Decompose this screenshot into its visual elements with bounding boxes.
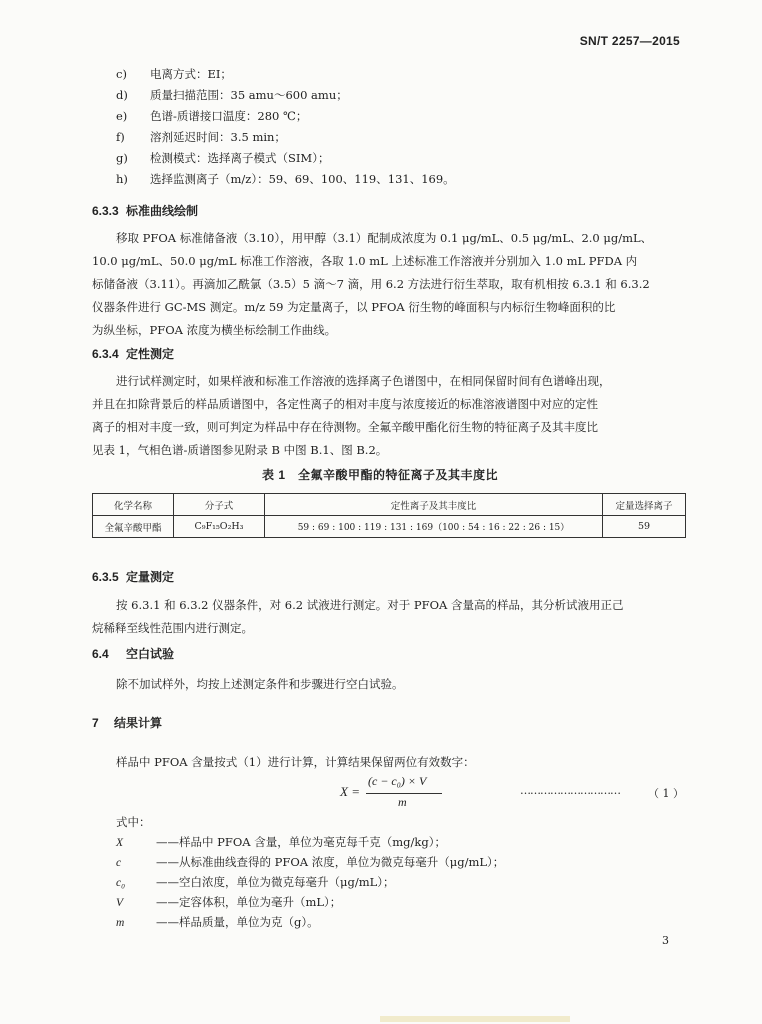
list-item (116, 148, 329, 168)
symbol-text: ——样品中 PFOA 含量，单位为毫克每千克（mg/kg）； (156, 835, 446, 849)
list-item-text: 质量扫描范围：35 amu～600 amu； (150, 88, 348, 102)
list-item-label: d) (116, 88, 128, 102)
symbol-definition (116, 912, 319, 933)
section-title: 结果计算 (114, 716, 163, 730)
list-item (116, 64, 232, 84)
list-item-label: h) (116, 172, 128, 186)
paragraph-line: 按 6.3.1 和 6.3.2 仪器条件，对 6.2 试液进行测定。对于 PFOA 含量高的样品，其分析试液用正己 (116, 598, 624, 612)
list-item (116, 85, 348, 105)
page-number: 3 (662, 934, 669, 947)
section-number: 7 (92, 716, 99, 730)
paragraph-line: 10.0 μg/mL、50.0 μg/mL 标准工作溶液，各取 1.0 mL 上述标准工作溶液并分别加入 1.0 mL PFDA 内 (92, 254, 638, 268)
section-title: 定性测定 (126, 347, 175, 361)
formula-lhs: X = (340, 784, 360, 799)
paragraph-line: 烷稀释至线性范围内进行测定。 (92, 621, 253, 635)
paragraph-line: 仪器条件进行 GC-MS 测定。m/z 59 为定量离子，以 PFOA 衍生物的峰面积与内标衍生物峰面积的比 (92, 300, 616, 314)
list-item-text: 检测模式：选择离子模式（SIM）； (150, 151, 330, 165)
section-title: 标准曲线绘制 (126, 204, 199, 218)
formula-denominator: m (398, 795, 407, 809)
list-item (116, 106, 307, 126)
symbol: X (116, 837, 124, 849)
symbol-definition (116, 852, 504, 873)
paragraph-line: 进行试样测定时，如果样液和标准工作溶液的选择离子色谱图中，在相同保留时间有色谱峰出现， (116, 374, 611, 388)
list-item (116, 127, 286, 147)
standard-code: SN/T 2257—2015 (579, 34, 680, 48)
list-item-label: f) (116, 130, 125, 144)
table-caption: 表 1 全氟辛酸甲酯的特征离子及其丰度比 (262, 468, 499, 482)
list-item-label: e) (116, 109, 128, 123)
section-heading-6-3-3 (92, 202, 198, 219)
symbol-text: ——空白浓度，单位为微克每毫升（μg/mL）； (156, 875, 395, 889)
symbol: m (116, 917, 125, 929)
symbol: c (116, 857, 122, 869)
list-item-text: 电离方式：EI； (150, 67, 232, 81)
section-number: 6.3.5 (92, 570, 119, 584)
table-1 (92, 493, 686, 538)
formula-numerator: (c − c₀) × V (368, 774, 427, 788)
paragraph-line: 除不加试样外，均按上述测定条件和步骤进行空白试验。 (116, 677, 404, 691)
list-item-text: 溶剂延迟时间：3.5 min； (150, 130, 286, 144)
section-number: 6.3.3 (92, 204, 119, 218)
symbol-definition (116, 832, 446, 853)
table-header-cell: 分子式 (174, 494, 265, 516)
section-number: 6.3.4 (92, 347, 119, 361)
symbol: c₀ (116, 877, 126, 889)
section-heading-6-3-4 (92, 345, 174, 362)
table-header-cell: 化学名称 (93, 494, 174, 516)
paragraph-line: 标储备液（3.11）。再滴加乙酰氯（3.5）5 滴～7 滴，用 6.2 方法进行衍生萃取，取有机相按 6.3.1 和 6.3.2 (92, 277, 650, 291)
section-heading-6-3-5 (92, 568, 174, 585)
list-item-text: 选择监测离子（m/z）：59、69、100、119、131、169。 (150, 172, 455, 186)
list-item (116, 169, 455, 189)
scan-smear (380, 1016, 570, 1022)
where-label: 式中： (116, 815, 151, 829)
section-title: 定量测定 (126, 570, 175, 584)
list-item-label: g) (116, 151, 128, 165)
symbol-text: ——样品质量，单位为克（g）。 (156, 915, 319, 929)
paragraph-line: 为纵坐标，PFOA 浓度为横坐标绘制工作曲线。 (92, 323, 337, 337)
table-row (93, 516, 686, 538)
symbol: V (116, 897, 124, 909)
table-header-cell: 定性离子及其丰度比 (265, 494, 603, 516)
table-cell: 59 (603, 516, 686, 538)
paragraph-line: 离子的相对丰度一致，则可判定为样品中存在待测物。全氟辛酸甲酯化衍生物的特征离子及其丰度比 (92, 420, 598, 434)
formula-number: （ 1 ） (648, 787, 684, 800)
paragraph-line: 并且在扣除背景后的样品质谱图中，各定性离子的相对丰度与浓度接近的标准溶液谱图中对应的定性 (92, 397, 598, 411)
section-title: 空白试验 (126, 647, 175, 661)
section-number: 6.4 (92, 647, 109, 661)
table-header-cell: 定量选择离子 (603, 494, 686, 516)
list-item-text: 色谱-质谱接口温度：280 ℃； (150, 109, 308, 123)
formula-leader-dots: ………………………… (520, 784, 620, 797)
symbol-text: ——从标准曲线查得的 PFOA 浓度，单位为微克每毫升（μg/mL）； (156, 855, 505, 869)
paragraph-line: 移取 PFOA 标准储备液（3.10），用甲醇（3.1）配制成浓度为 0.1 μg/mL、0.5 μg/mL、2.0 μg/mL、 (116, 231, 653, 245)
table-cell: C₉F₁₅O₂H₃ (174, 516, 265, 538)
table-header-row (93, 494, 686, 516)
fraction-bar (366, 793, 442, 794)
paragraph-line: 样品中 PFOA 含量按式（1）进行计算，计算结果保留两位有效数字： (116, 755, 475, 769)
symbol-definition (116, 892, 341, 913)
section-heading-7 (92, 714, 162, 731)
paragraph-line: 见表 1，气相色谱-质谱图参见附录 B 中图 B.1、图 B.2。 (92, 443, 388, 457)
section-heading-6-4 (92, 645, 174, 662)
symbol-text: ——定容体积，单位为毫升（mL）； (156, 895, 342, 909)
table-cell: 59 : 69 : 100 : 119 : 131 : 169（100 : 54 : 16 : 22 : 26 : 15） (265, 516, 603, 538)
symbol-definition (116, 872, 395, 893)
list-item-label: c) (116, 67, 127, 81)
table-cell: 全氟辛酸甲酯 (93, 516, 174, 538)
